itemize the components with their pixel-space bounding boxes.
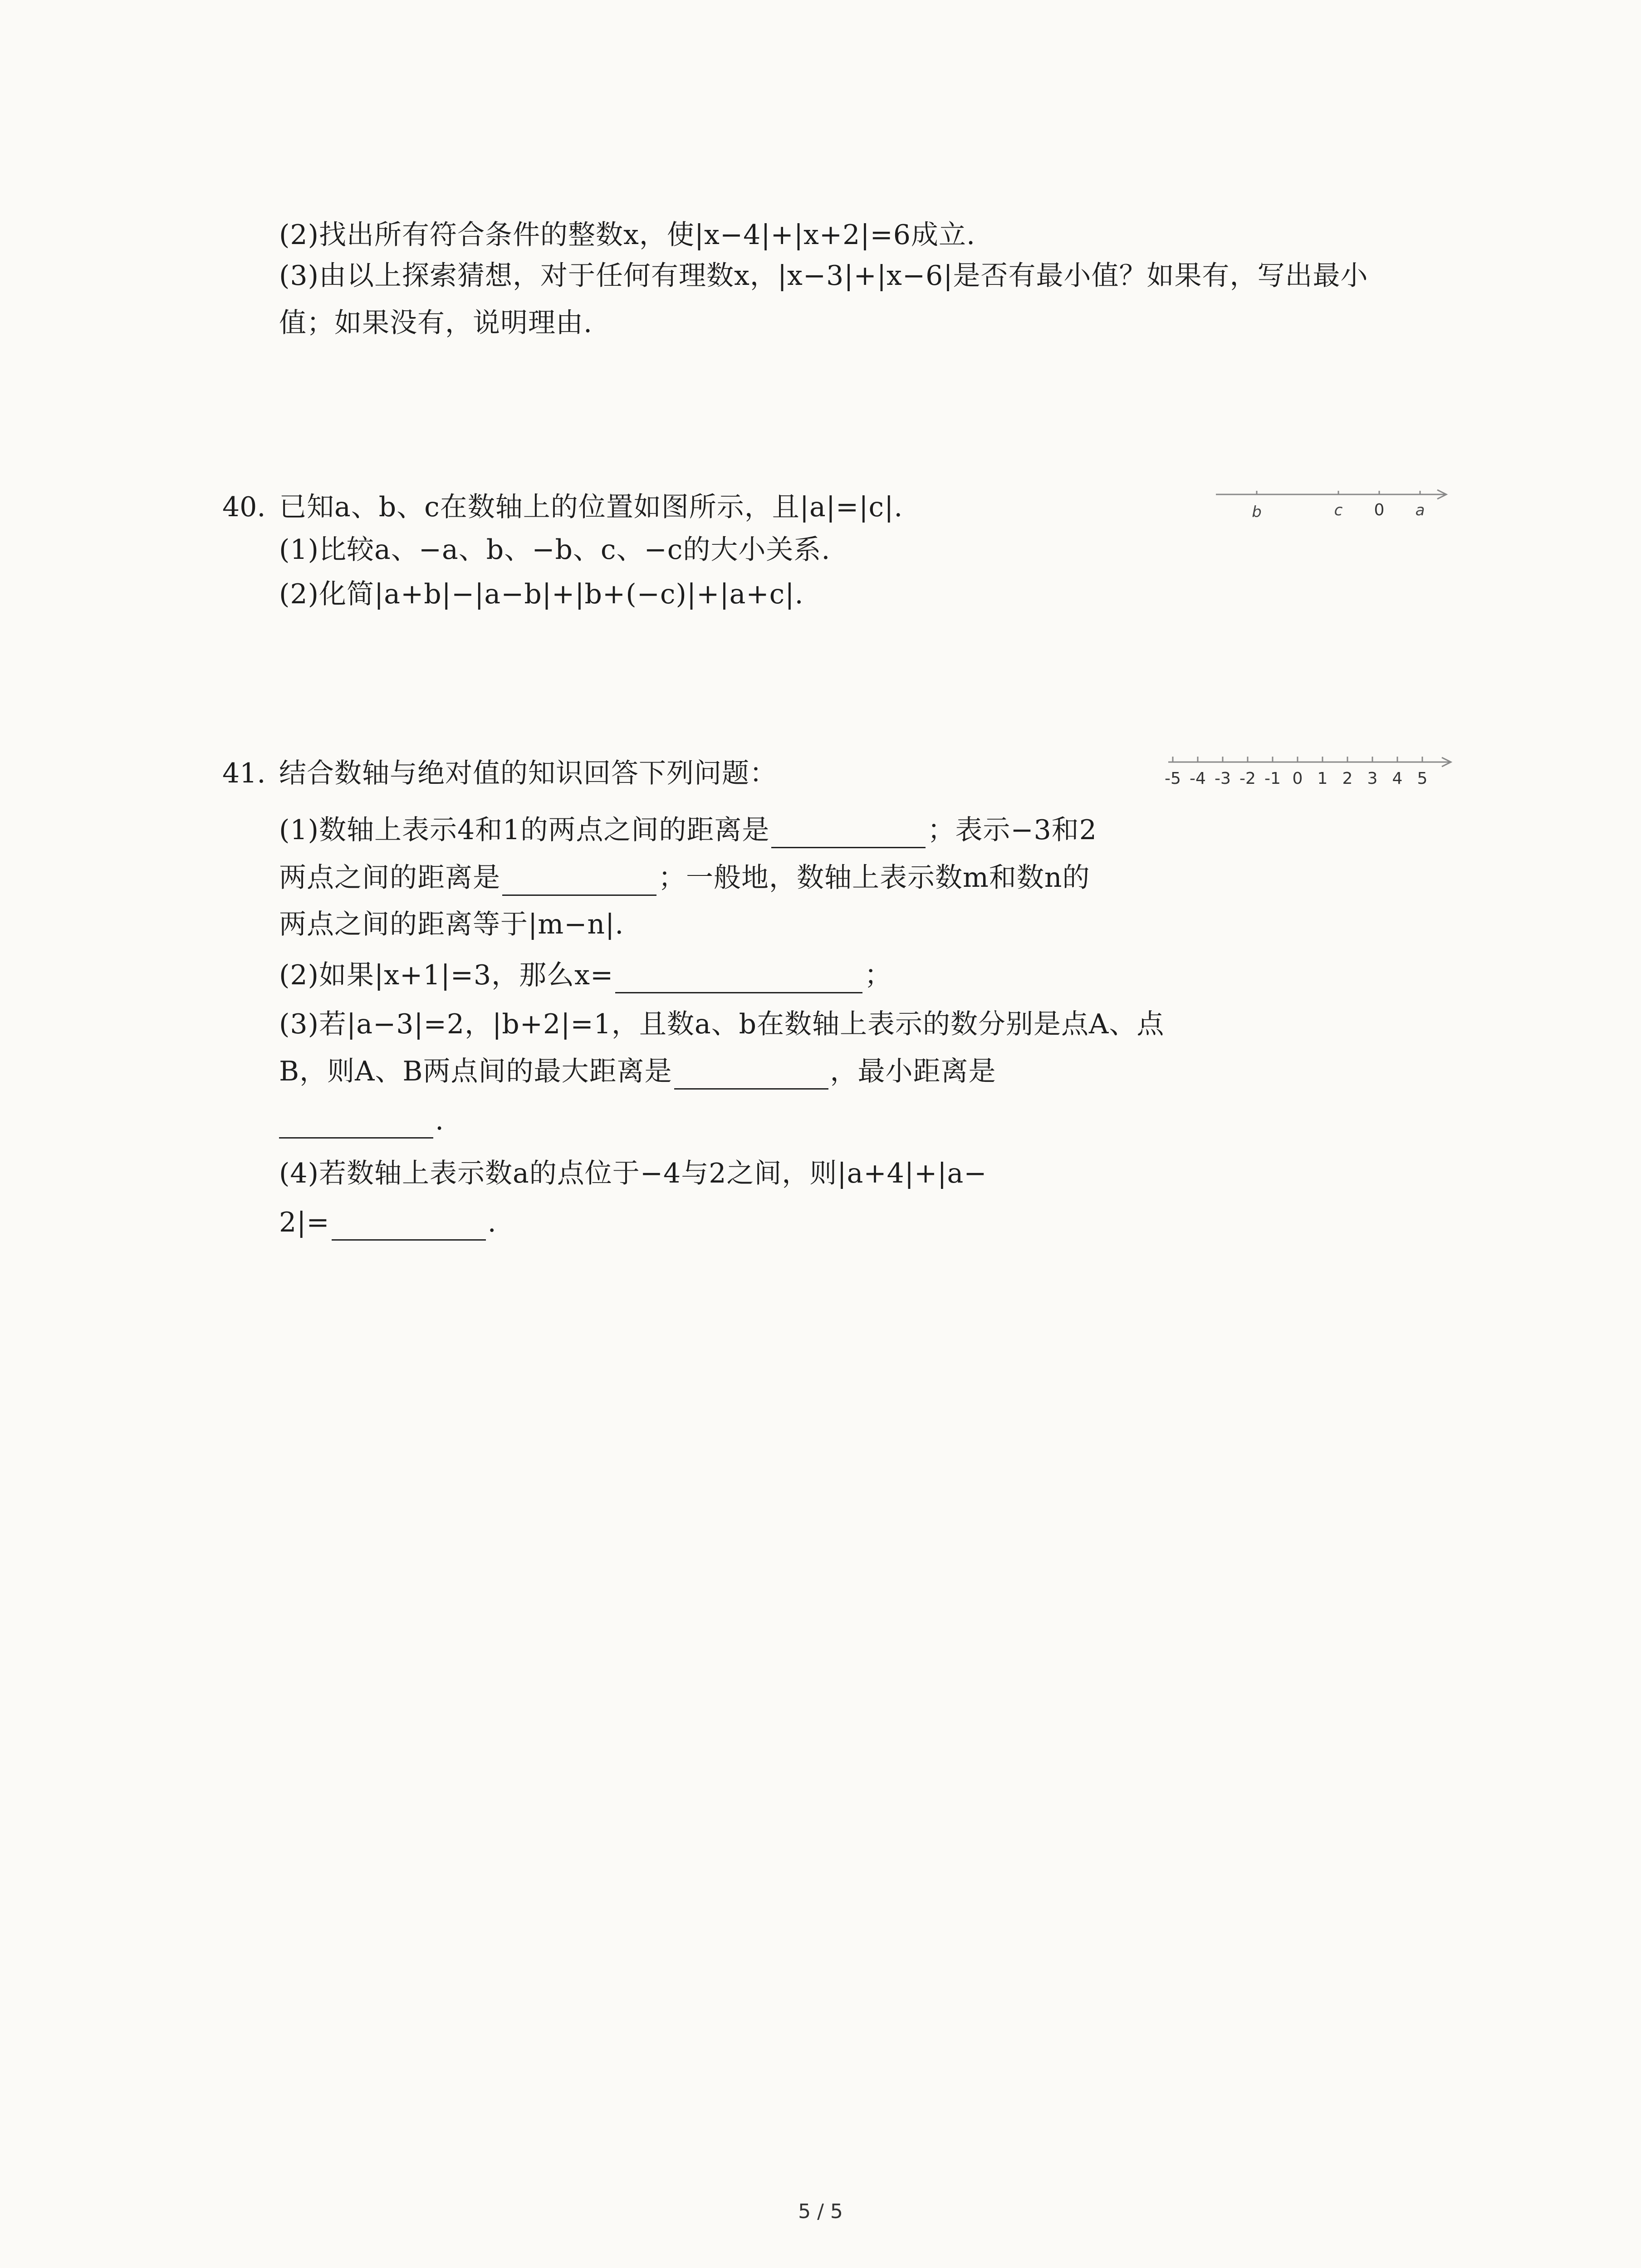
q41-p1-text-c: 两点之间的距离是 [279, 862, 500, 894]
q41-tick-label: 0 [1292, 769, 1303, 788]
q41-tick-label: -3 [1215, 769, 1231, 788]
q41-part-4-line-1: (4)若数轴上表示数a的点位于−4与2之间，则|a+4|+|a− [279, 1158, 987, 1189]
q41-tick-label: 3 [1367, 769, 1378, 788]
q41-blank-4[interactable] [674, 1060, 828, 1090]
q41-part-3-line-1: (3)若|a−3|=2，|b+2|=1，且数a、b在数轴上表示的数分别是点A、点 [279, 1008, 1165, 1040]
q41-tick-label: -4 [1190, 769, 1206, 788]
prev-part-2: (2)找出所有符合条件的整数x，使|x−4|+|x+2|=6成立. [279, 219, 976, 251]
q41-tick-label: -2 [1239, 769, 1256, 788]
q40-part-1: (1)比较a、−a、b、−b、c、−c的大小关系. [279, 534, 831, 566]
q41-part-2 [279, 957, 892, 993]
q41-p3-text-b: B，则A、B两点间的最大距离是 [279, 1056, 672, 1087]
q41-tick-label: -1 [1264, 769, 1281, 788]
q41-stem: 结合数轴与绝对值的知识回答下列问题： [279, 758, 777, 789]
q40-part-2: (2)化简|a+b|−|a−b|+|b+(−c)|+|a+c|. [279, 578, 804, 610]
q41-number: 41. [222, 758, 266, 789]
q41-p3-text-d: . [435, 1105, 445, 1136]
prev-part-3-line-2: 值；如果没有，说明理由. [279, 307, 593, 339]
q41-part-3-line-3 [279, 1102, 444, 1139]
page-number: 5 / 5 [798, 2200, 843, 2223]
q41-blank-5[interactable] [279, 1109, 433, 1139]
q41-p1-text-d: ；一般地，数轴上表示数m和数n的 [658, 862, 1090, 894]
q41-p1-text-b: ；表示−3和2 [927, 814, 1097, 846]
q41-part-1-line-3: 两点之间的距离等于|m−n|. [279, 909, 624, 940]
q41-part-1-line-2 [279, 860, 1090, 896]
q41-number-line [1165, 748, 1459, 798]
q41-tick-label: 1 [1317, 769, 1328, 788]
q41-tick-label: 5 [1417, 769, 1428, 788]
q41-blank-6[interactable] [332, 1211, 486, 1241]
q40-number-line [1216, 481, 1452, 540]
q41-p2-text-b: ； [864, 959, 892, 991]
q41-part-3-line-2 [279, 1053, 996, 1090]
q41-p2-text-a: (2)如果|x+1|=3，那么x= [279, 959, 614, 991]
q41-tick-label: 4 [1392, 769, 1403, 788]
q41-p3-text-c: ，最小距离是 [830, 1056, 996, 1087]
q41-part-4-line-2 [279, 1204, 497, 1241]
q41-part-1-line-1 [279, 812, 1097, 848]
prev-part-3-line-1: (3)由以上探索猜想，对于任何有理数x，|x−3|+|x−6|是否有最小值？如果有，写出最小 [279, 260, 1368, 292]
q40-label-c: c [1334, 501, 1343, 519]
q41-p4-text-c: . [487, 1207, 497, 1238]
q40-number: 40. [222, 491, 266, 523]
q40-stem: 已知a、b、c在数轴上的位置如图所示，且|a|=|c|. [279, 491, 903, 523]
q41-tick-label: 2 [1342, 769, 1353, 788]
q41-blank-1[interactable] [771, 819, 926, 848]
q40-label-b: b [1252, 503, 1262, 521]
q40-label-zero: 0 [1374, 501, 1385, 519]
q40-label-a: a [1415, 501, 1425, 519]
q41-blank-2[interactable] [502, 866, 656, 896]
q41-blank-3[interactable] [615, 964, 862, 993]
q41-p4-text-b: 2|= [279, 1207, 330, 1238]
q41-p1-text-a: (1)数轴上表示4和1的两点之间的距离是 [279, 814, 770, 846]
q41-tick-label: -5 [1165, 769, 1181, 788]
